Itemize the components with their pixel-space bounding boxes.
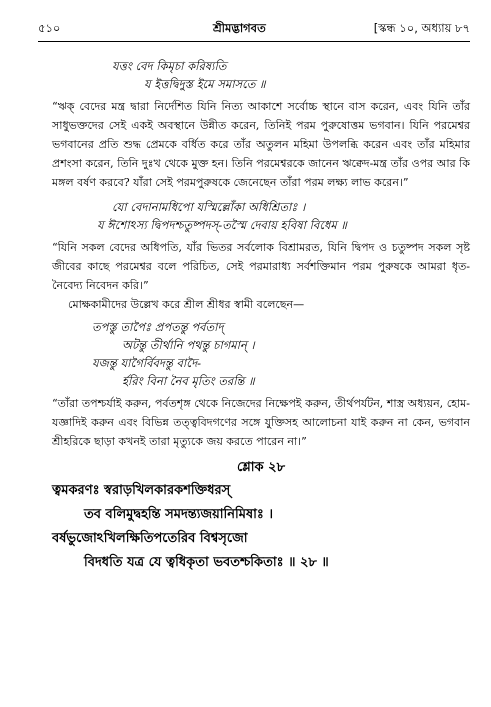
header-rule <box>38 41 470 42</box>
quote-1: “ঋক্ বেদের মন্ত্র দ্বারা নির্দেশিত যিনি নিত্য আকাশে সর্বোচ্চ স্থানে বাস করেন, এবং যিনি তাঁর সাধুভক্তদের সেই একই অবস্থানে উন্নীত করেন, তিনিই পরম পুরুষোত্তম ভগবান। যিনি পরমেশ্বর ভগবানের প্রতি শুদ্ধ প্রেমকে বর্ধিত করে তাঁর অতুলন মহিমা উপলব্ধি করেন এবং তাঁর মহিমার প্রশংসা করেন, তিনি দুঃখ থেকে মুক্ত হন। তিনি পরমেশ্বরকে জানেন ঋক্বেদ-মন্ত্র তাঁর ওপর আর কি মঙ্গল বর্ষণ করবে? যাঁরা সেই পরমপুরুষকে জেনেছেন তাঁরা পরম লক্ষ্য লাভ করেন।” <box>52 100 470 189</box>
section-reference: [স্কন্ধ ১০, অধ্যায় ৮৭ <box>373 21 470 35</box>
page-header <box>38 18 470 38</box>
verse-2-line-1: যো বেদানামধিপো যস্মিল্লোঁকা অধিশ্রিতাঃ । <box>112 200 306 214</box>
verse-3-line-2: অটন্তু তীর্থানি পথন্তু চাগমান্ । <box>122 338 255 352</box>
book-title: শ্রীমদ্ভাগবত <box>213 21 266 35</box>
verse-3-line-1: তপস্তু তাপৈঃ প্রপতন্তু পর্বতাদ্ <box>92 320 224 334</box>
sloka-line-4: বিদধতি যত্র যে ত্বধিকৃতা ভবতশ্চকিতাঃ ॥ ২৮ ॥ <box>84 555 329 570</box>
quote-3: “তাঁরা তপশ্চর্যাই করুন, পর্বতশৃঙ্গ থেকে নিজেদের নিক্ষেপই করুন, তীর্থপর্যটন, শাস্ত্র অধ্যয়ন, হোম-যজ্ঞাদিই করুন এবং বিভিন্ন তত্ত্ববিদগণের সঙ্গে যুক্তিসহ আলোচনা যাই করুন না কেন, ভগবান শ্রীহরিকে ছাড়া কখনই তারা মৃত্যুকে জয় করতে পারেন না।” <box>52 397 470 448</box>
sloka-line-3: বর্ষভুজোঽখিলক্ষিতিপতেরিব বিশ্বসৃজো <box>52 531 248 546</box>
paragraph-1: মোক্ষকামীদের উল্লেখ করে শ্রীল শ্রীধর স্বামী বলেছেন— <box>68 298 305 311</box>
sloka-heading: শ্লোক ২৮ <box>236 460 286 475</box>
verse-2-line-2: য ঈশোঽস্য দ্বিপদশ্চতুষ্পদস্-তস্মৈ দেবায় হবিষা বিধেম ॥ <box>97 218 347 232</box>
quote-2: “যিনি সকল বেদের অধিপতি, যাঁর ভিতর সর্বলোক বিশ্রামরত, যিনি দ্বিপদ ও চতুষ্পদ সকল সৃষ্ট জীবের কাছে পরমেশ্বর বলে পরিচিত, সেই পরমারাধ্য সর্বশক্তিমান পরম পুরুষকে আমরা ধৃত-নৈবেদ্য নিবেদন করি।” <box>52 241 470 292</box>
verse-3-line-3: যজন্তু যাগৈর্বিবদন্তু বাদৈ- <box>92 356 202 370</box>
verse-3-line-4: র্হরিং বিনা নৈব মৃতিং তরন্তি ॥ <box>122 374 255 388</box>
sloka-line-2: তব বলিমুদ্বহন্তি সমদন্ত্যজয়ানিমিষাঃ । <box>84 507 274 522</box>
sloka-line-1: ত্বমকরণঃ স্বরাড়খিলকারকশক্তিধরস্ <box>52 483 231 498</box>
page-content <box>52 57 470 575</box>
verse-1-line-1: যত্তং বেদ কিমৃচা করিষ্যতি <box>112 59 227 73</box>
page-number: ৫১০ <box>38 21 61 35</box>
verse-1-line-2: য ইত্তদ্বিদুস্ত ইমে সমাসতে ॥ <box>144 77 266 91</box>
